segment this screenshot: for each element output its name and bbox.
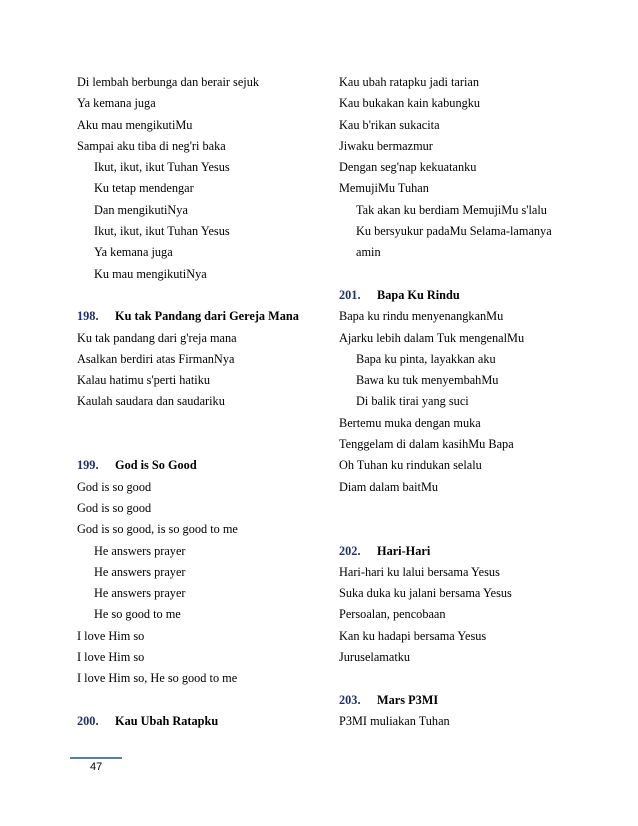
blank-line [77,413,327,434]
lyric-line: Tenggelam di dalam kasihMu Bapa [339,437,514,452]
footer-rule [70,757,122,759]
lyric-line: Bawa ku tuk menyembahMu [356,373,499,388]
lyric-line: Juruselamatku [339,650,411,665]
lyric-line: Ku tak pandang dari g'reja mana [77,330,237,345]
lyric-line: Kau ubah ratapku jadi tarian [339,75,479,89]
left-column [77,72,327,732]
lyric-line: God is so good [77,479,152,494]
song-number: 199. [77,458,99,473]
lyric-line: MemujiMu Tuhan [339,181,429,196]
song-title: Hari-Hari [377,543,431,558]
lyric-line: He answers prayer [94,543,186,558]
blank-line [339,668,629,689]
lyric-line: Aku mau mengikutiMu [77,117,193,132]
blank-line [77,434,327,455]
lyric-line: Kan ku hadapi bersama Yesus [339,628,487,643]
lyric-line: Dengan seg'nap kekuatanku [339,160,477,175]
lyric-line: Jiwaku bermazmur [339,138,433,153]
lyric-line: Hari-hari ku lalui bersama Yesus [339,564,500,579]
lyric-line: God is so good, is so good to me [77,522,238,537]
lyric-line: amin [356,245,381,260]
page-number: 47 [90,761,103,773]
lyric-line: Oh Tuhan ku rindukan selalu [339,458,482,473]
lyric-line: Asalkan berdiri atas FirmanNya [77,351,235,366]
blank-line [339,498,629,519]
song-title: Ku tak Pandang dari Gereja Mana [115,309,299,324]
right-column [339,72,629,732]
lyric-line: Bertemu muka dengan muka [339,415,481,430]
blank-line [77,690,327,711]
blank-line [339,519,629,540]
lyric-line: Ikut, ikut, ikut Tuhan Yesus [94,160,230,175]
lyric-line: Tak akan ku berdiam MemujiMu s'lalu [356,202,547,217]
song-heading [77,455,327,476]
lyric-line: Ya kemana juga [94,245,173,260]
lyric-line: He answers prayer [94,586,186,601]
lyric-line: Sampai aku tiba di neg'ri baka [77,138,226,153]
lyric-line: Kaulah saudara dan saudariku [77,394,225,409]
lyric-line: Di balik tirai yang suci [356,394,469,409]
lyric-line: Diam dalam baitMu [339,479,439,494]
lyric-line: Kalau hatimu s'perti hatiku [77,373,211,388]
song-title: God is So Good [115,458,197,473]
lyric-line: Ku bersyukur padaMu Selama-lamanya [356,224,552,239]
lyric-line: Bapa ku rindu menyenangkanMu [339,309,504,324]
lyric-line: Ku mau mengikutiNya [94,266,207,281]
lyric-line: Bapa ku pinta, layakkan aku [356,351,496,366]
song-number: 198. [77,309,99,324]
lyric-line: Ku tetap mendengar [94,181,194,196]
lyric-line: Suka duka ku jalani bersama Yesus [339,586,512,601]
song-number: 203. [339,692,361,707]
song-heading [339,541,629,562]
lyric-line: Ikut, ikut, ikut Tuhan Yesus [94,224,230,239]
song-heading [77,711,327,732]
blank-line [339,264,629,285]
lyric-line: I love Him so [77,628,145,643]
song-title: Mars P3MI [377,692,439,707]
lyric-line: I love Him so [77,650,145,665]
song-number: 201. [339,287,361,302]
lyric-line: He answers prayer [94,564,186,579]
lyric-line: Dan mengikutiNya [94,202,188,217]
song-title: Bapa Ku Rindu [377,287,460,302]
lyric-line: I love Him so, He so good to me [77,671,238,686]
lyric-line: He so good to me [94,607,181,622]
lyric-line: P3MI muliakan Tuhan [339,713,450,728]
song-heading [339,285,629,306]
lyric-line: Kau bukakan kain kabungku [339,96,481,111]
blank-line [77,285,327,306]
lyric-line: Persoalan, pencobaan [339,607,446,622]
song-title: Kau Ubah Ratapku [115,713,219,728]
song-heading [77,306,327,327]
lyric-line: Ya kemana juga [77,96,156,111]
song-number: 202. [339,543,361,558]
lyric-line: Kau b'rikan sukacita [339,117,440,132]
lyric-line: Ajarku lebih dalam Tuk mengenalMu [339,330,525,345]
song-number: 200. [77,713,99,728]
lyric-line: God is so good [77,500,152,515]
song-heading [339,690,629,711]
lyric-line: Di lembah berbunga dan berair sejuk [77,75,259,89]
